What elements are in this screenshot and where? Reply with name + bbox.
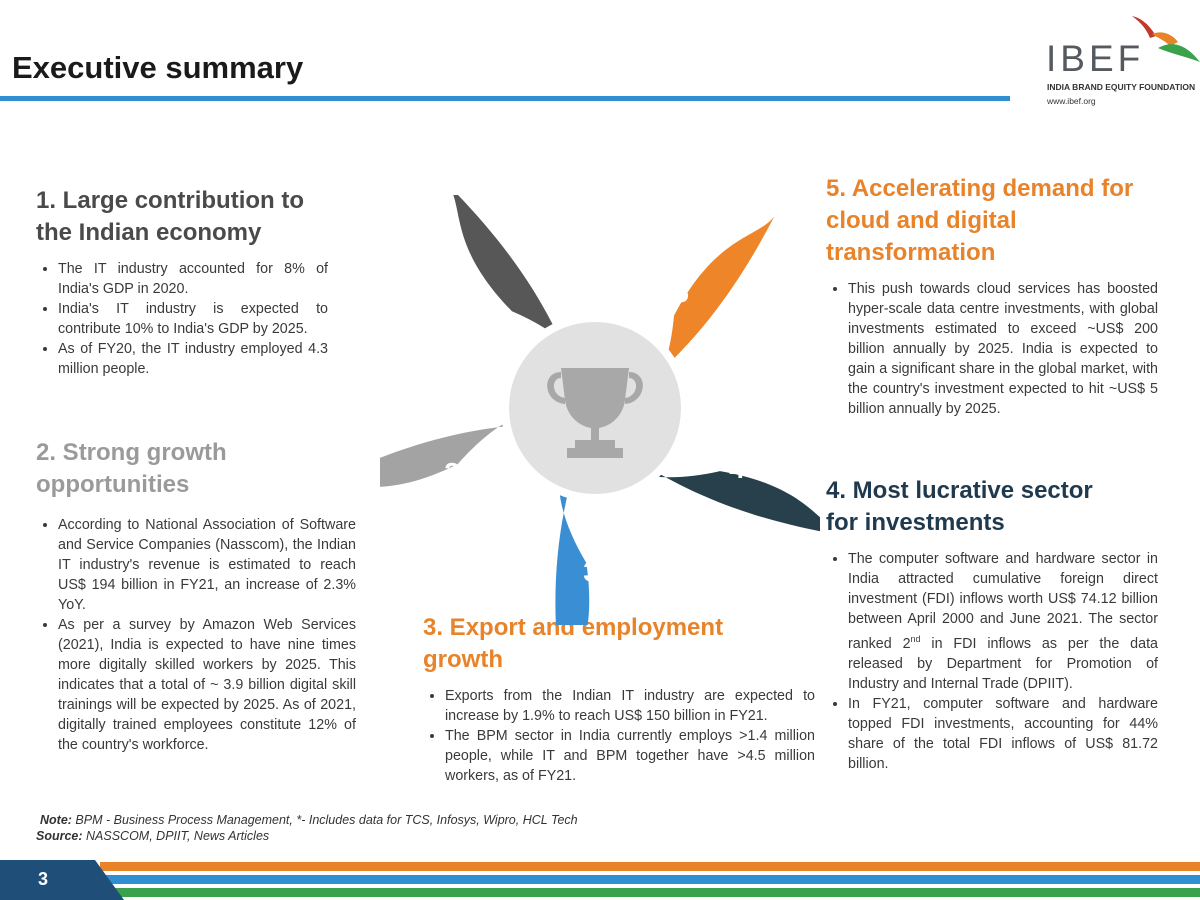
footnote	[36, 812, 578, 844]
heading-line: cloud and digital	[826, 207, 1017, 234]
title-underline	[0, 96, 1010, 101]
bullet-item: • According to National Association of Software and Service Companies (Nasscom), the Indian IT industry's revenue is estimated to reach US$ 194 billion in FY21, an increase of 2.3% YoY.	[58, 515, 356, 615]
section-4	[826, 475, 1166, 774]
section-1-heading	[36, 185, 336, 249]
page-title: Executive summary	[12, 50, 304, 85]
bullet-item: • As of FY20, the IT industry employed 4.3 million people.	[58, 339, 328, 379]
section-4-bullets	[826, 549, 1158, 774]
section-5-heading	[826, 173, 1166, 269]
heading-line: for investments	[826, 509, 1005, 536]
heading-line: 1. Large contribution to	[36, 187, 304, 214]
bullet-item: • India's IT industry is expected to contribute 10% to India's GDP by 2025.	[58, 299, 328, 339]
segment-2-label: 2	[444, 457, 460, 488]
heading-line: 3. Export and employment	[423, 614, 724, 641]
section-3	[423, 612, 815, 786]
heading-line: opportunities	[36, 471, 190, 498]
bullet-item: • This push towards cloud services has boosted hyper-scale data centre investments, with global investments estimated to exceed ~US$ 200 billion annually by 2025. India is expected to gain a significant share in the global market, with the country's investment expected to hit ~US$ 5 billion annually by 2025.	[848, 279, 1158, 419]
bullet-item: • The BPM sector in India currently employs >1.4 million people, while IT and BPM together have >4.5 million workers, as of FY21.	[445, 726, 815, 786]
bullet-item: • As per a survey by Amazon Web Services (2021), India is expected to have nine times more digitally skilled workers by 2025. This indicates that a total of ~ 3.9 billion digital skill trainings will be expected by 2025. As of 2021, digitally trained employees constitute 12% of the country's workforce.	[58, 615, 356, 755]
ibef-logo: IBEF	[1046, 38, 1145, 79]
segment-1-label: 1	[479, 305, 495, 336]
heading-line: transformation	[826, 239, 996, 266]
heading-line: growth	[423, 646, 503, 673]
heading-line: 2. Strong growth	[36, 439, 227, 466]
source-text: NASSCOM, DPIIT, News Articles	[82, 829, 270, 843]
bullet-item: • Exports from the Indian IT industry are expected to increase by 1.9% to reach US$ 150 billion in FY21.	[445, 686, 815, 726]
bullet-item	[848, 549, 1158, 694]
source-label: Source:	[36, 829, 83, 843]
page-number: 3	[38, 869, 49, 889]
bullet-text: in FDI inflows as per the data released by Department for Promotion of Industry and Internal Trade (DPIIT).	[848, 635, 1158, 692]
heading-line: 4. Most lucrative sector	[826, 477, 1093, 504]
segment-5-label: 5	[673, 277, 689, 308]
logo-subtitle: INDIA BRAND EQUITY FOUNDATION	[1047, 82, 1196, 92]
section-2-heading	[36, 437, 356, 501]
section-3-bullets	[423, 686, 815, 786]
section-4-heading	[826, 475, 1166, 539]
pinwheel-diagram	[380, 195, 820, 625]
section-1	[36, 185, 336, 379]
section-2-bullets	[36, 515, 356, 755]
section-5-bullets	[826, 279, 1158, 419]
bullet-text: The computer software and hardware sector in India attracted cumulative foreign direct investment (FDI) inflows worth US$ 74.12 billion between April 2000 and June 2021. The sector ranked 2	[848, 551, 1158, 652]
note-text: BPM - Business Process Management, *- Includes data for TCS, Infosys, Wipro, HCL Tech	[71, 813, 578, 827]
note-label: Note:	[40, 813, 72, 827]
section-1-bullets	[36, 259, 328, 379]
section-2	[36, 437, 356, 755]
logo-url: www.ibef.org	[1047, 96, 1096, 106]
section-5	[826, 173, 1166, 419]
segment-3-label: 3	[583, 556, 599, 587]
heading-line: the Indian economy	[36, 219, 262, 246]
segment-4-label: 4	[729, 453, 745, 484]
footer-stripes	[0, 858, 1200, 900]
bullet-item: • The IT industry accounted for 8% of India's GDP in 2020.	[58, 259, 328, 299]
ordinal-suffix: nd	[910, 634, 921, 644]
bullet-item: • In FY21, computer software and hardware topped FDI investments, accounting for 44% share of the total FDI inflows of US$ 81.72 billion.	[848, 694, 1158, 774]
heading-line: 5. Accelerating demand for	[826, 175, 1134, 202]
